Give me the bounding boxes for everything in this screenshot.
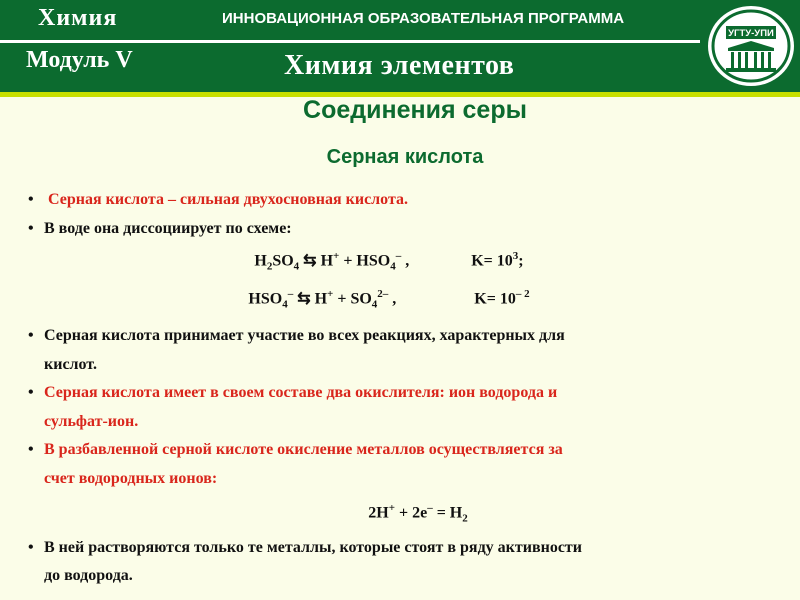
bullet-text: кислот. xyxy=(44,355,97,373)
subject-label: Химия xyxy=(38,5,118,31)
bullet-text: Серная кислота имеет в своем составе два окислителя: ион водорода и xyxy=(44,384,558,402)
bullet-dissociation xyxy=(28,215,768,244)
equation-hydrogen-reduction: $2H^+ + 2e^- = H_2$ xyxy=(368,502,468,525)
bullet-text: В разбавленной серной кислоте окисление металлов осуществляется за xyxy=(44,441,563,459)
bullet-dilute-acid xyxy=(28,436,768,493)
bullet-text: счет водородных ионов: xyxy=(44,469,218,487)
header-divider xyxy=(0,40,700,43)
program-label: ИННОВАЦИОННАЯ ОБРАЗОВАТЕЛЬНАЯ ПРОГРАММА xyxy=(222,10,625,27)
equilibrium-arrow-icon: ⇆ xyxy=(297,289,311,307)
bullet-text: Серная кислота принимает участие во всех реакциях, характерных для xyxy=(44,327,565,345)
module-label: Модуль V xyxy=(26,47,133,73)
header-bar xyxy=(0,0,800,92)
equilibrium-arrow-icon: ⇆ xyxy=(303,252,317,270)
equation-second-dissociation: $HSO_4^-$ ⇆ $H^+ + SO_4^{2-}$ , $K= 10^{- 2}$ xyxy=(10,281,768,319)
bullet-strong-acid xyxy=(28,186,768,215)
equilibrium-constant: $K= 10^{- 2}$ xyxy=(474,287,530,307)
bullet-text: до водорода. xyxy=(44,567,133,585)
bullet-text: Серная кислота – сильная двухосновная кислота. xyxy=(48,191,408,208)
bullet-text: В воде она диссоциирует по схеме: xyxy=(44,219,292,237)
bullet-acid-reactions xyxy=(28,322,768,379)
slide-content xyxy=(28,186,768,591)
equilibrium-constant: $K= 10^3$; xyxy=(471,250,524,270)
bullet-oxidizers xyxy=(28,379,768,436)
logo-text: УГТУ-УПИ xyxy=(728,28,774,39)
bullet-text: В ней растворяются только те металлы, которые стоят в ряду активности xyxy=(44,538,582,556)
bullet-text: сульфат-ион. xyxy=(44,412,139,430)
equation-first-dissociation: $H_2SO_4$ ⇆ $H^+ + HSO_4^-$ , $K= 10^3$; xyxy=(10,243,768,281)
university-logo-icon xyxy=(706,4,796,88)
course-title: Химия элементов xyxy=(284,50,515,81)
slide-subtitle: Серная кислота xyxy=(326,146,484,168)
bullet-metals-activity xyxy=(28,534,768,591)
slide-title: Соединения серы xyxy=(303,96,527,124)
